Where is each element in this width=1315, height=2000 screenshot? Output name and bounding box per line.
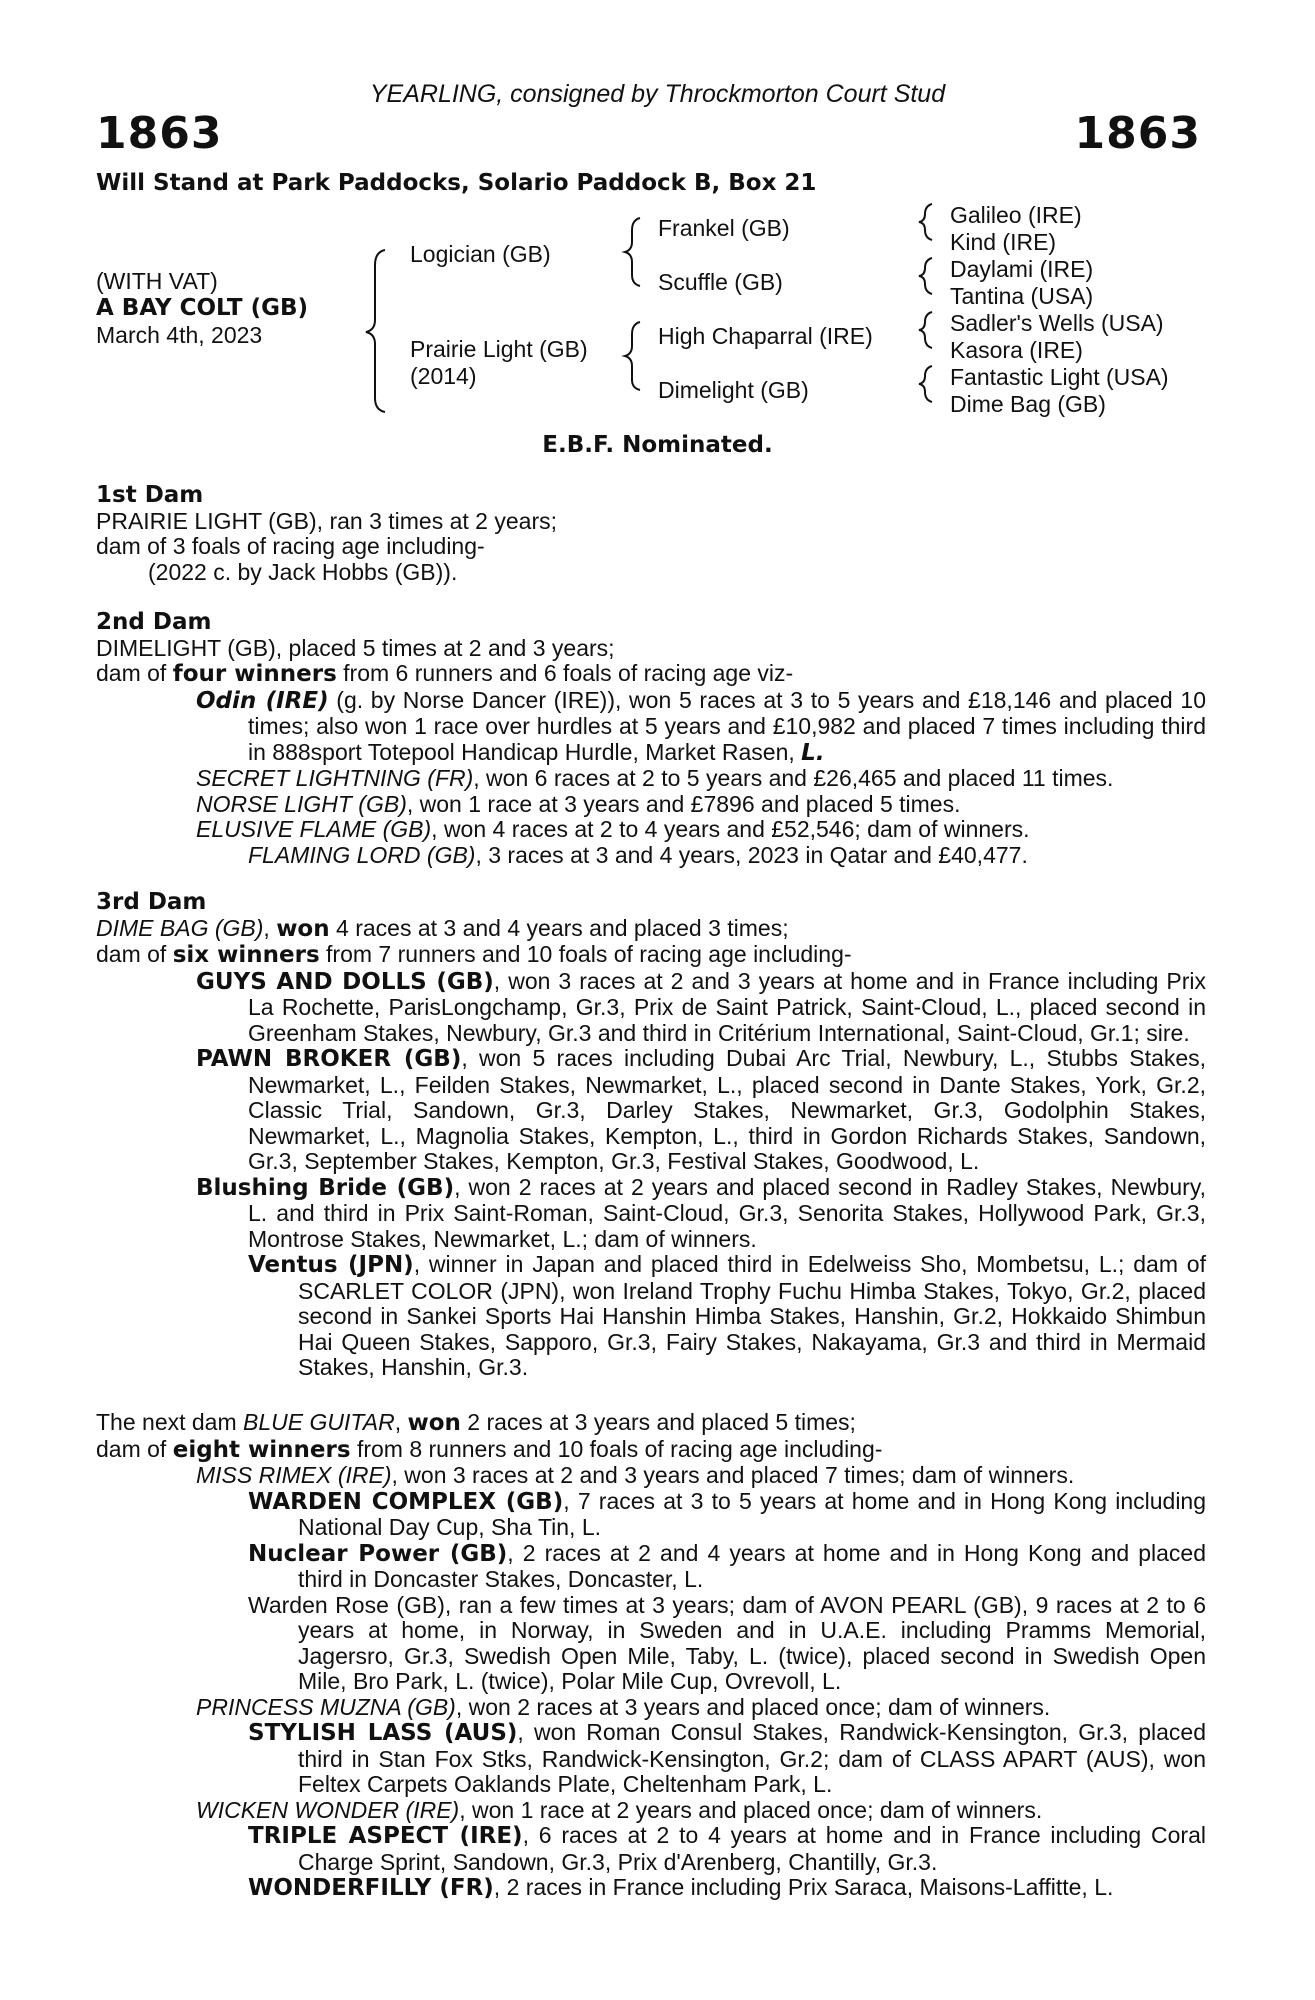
produce-name: Ventus (JPN) xyxy=(248,1252,414,1278)
third-dam-intro-1: DIME BAG (GB), won 4 races at 3 and 4 years and placed 3 times; xyxy=(96,914,789,942)
produce-princess-muzna xyxy=(96,1695,1206,1721)
produce-flaming-lord xyxy=(96,843,1206,869)
winners-count: six winners xyxy=(172,942,320,968)
produce-name: FLAMING LORD (GB) xyxy=(248,841,476,868)
produce-record: winner in Japan and placed third in Edelweiss Sho, Mombetsu, L.; dam of SCARLET COLOR (JPN), won Ireland Trophy Fuchu Himba Stakes, Tokyo, Gr.2, placed second in Sankei Sports Hai Hanshin Himba Stakes, Hanshin, Gr.2, Hokkaido Shimbun Hai Queen Stakes, Sapporo, Gr.3, Fairy Stakes, Nakayama, Gr.3 and third in Mermaid Stakes, Hanshin, Gr.3. xyxy=(298,1251,1206,1380)
produce-record: , won 6 races at 2 to 5 years and £26,465 and placed 11 times. xyxy=(473,765,1114,791)
text-run: from 6 runners and 6 foals of racing age viz- xyxy=(336,660,794,686)
pedigree-gen4-3: Daylami (IRE) xyxy=(950,256,1094,282)
text-run: dam of xyxy=(96,1435,173,1462)
winners-count: four winners xyxy=(172,661,337,687)
produce-triple-aspect: TRIPLE ASPECT (IRE), 6 races at 2 to 4 years at home and in France including Coral Charge Sprint, Sandown, Gr.3, Prix d'Arenberg, Chantilly, Gr.3. xyxy=(248,1822,1206,1875)
produce-name: WONDERFILLY (FR) xyxy=(248,1875,494,1901)
pedigree-gen4-2: Kind (IRE) xyxy=(950,229,1057,255)
text-run: from 8 runners and 10 foals of racing age including- xyxy=(350,1435,883,1462)
next-dam-section xyxy=(96,1410,1206,1902)
pedigree-gen4-1: Galileo (IRE) xyxy=(950,202,1082,228)
produce-record: , won 1 race at 2 years and placed once; dam of winners. xyxy=(459,1796,1043,1823)
produce-name: ELUSIVE FLAME (GB) xyxy=(196,816,432,842)
produce-record: 6 races at 2 to 4 years at home and in France including Coral Charge Sprint, Sandown, Gr.3, Prix d'Arenberg, Chantilly, Gr.3. xyxy=(298,1822,1206,1875)
pedigree-dam: Prairie Light (GB) xyxy=(410,336,588,362)
first-dam-line-1: PRAIRIE LIGHT (GB), ran 3 times at 2 years; xyxy=(96,507,557,534)
produce-blushing-bride: Blushing Bride (GB), won 2 races at 2 years and placed second in Radley Stakes, Newbury, L. and third in Prix Saint-Roman, Saint-Cloud, Gr.3, Senorita Stakes, Hollywood Park, Gr.3, Montrose Stakes, Newmarket, L.; dam of winners. xyxy=(196,1173,1207,1252)
produce-name: MISS RIMEX (IRE) xyxy=(196,1462,392,1488)
produce-ventus: Ventus (JPN), winner in Japan and placed third in Edelweiss Sho, Mombetsu, L.; dam of SCARLET COLOR (JPN), won Ireland Trophy Fuchu Himba Stakes, Tokyo, Gr.2, placed second in Sankei Sports Hai Hanshin Himba Stakes, Hanshin, Gr.2, Hokkaido Shimbun Hai Queen Stakes, Sapporo, Gr.3, Fairy Stakes, Nakayama, Gr.3 and third in Mermaid Stakes, Hanshin, Gr.3. xyxy=(248,1251,1206,1380)
horse-foaled: March 4th, 2023 xyxy=(96,322,263,348)
produce-secret-lightning xyxy=(96,766,1206,792)
ebf-nominated: E.B.F. Nominated. xyxy=(542,432,773,458)
produce-name: STYLISH LASS (AUS) xyxy=(248,1720,518,1746)
text-run: 2 races at 3 years and placed 5 times; xyxy=(460,1409,856,1435)
pedigree-sire-dam: Scuffle (GB) xyxy=(658,269,783,295)
pedigree-dam-dam: Dimelight (GB) xyxy=(658,377,809,403)
produce-name: NORSE LIGHT (GB) xyxy=(196,790,407,817)
produce-record: , won 4 races at 2 to 4 years and £52,546; dam of winners. xyxy=(431,816,1030,842)
produce-record: (g. by Norse Dancer (IRE)), won 5 races at 3 to 5 years and £18,146 and placed 10 times; also won 1 race over hurdles at 5 years and £10,982 and placed 7 times including third in 888sport Totepool Handicap Hurdle, Market Rasen, xyxy=(248,686,1206,765)
produce-norse-light xyxy=(96,792,1206,818)
produce-wonderfilly: WONDERFILLY (FR), 2 races in France including Prix Saraca, Maisons-Laffitte, L. xyxy=(248,1874,1114,1901)
produce-record: won 2 races at 2 years and placed second in Radley Stakes, Newbury, L. and third in Prix Saint-Roman, Saint-Cloud, Gr.3, Senorita Stakes, Hollywood Park, Gr.3, Montrose Stakes, Newmarket, L.; dam of winners. xyxy=(248,1173,1207,1252)
produce-record: , 3 races at 3 and 4 years, 2023 in Qatar and £40,477. xyxy=(475,841,1028,868)
produce-name: PAWN BROKER (GB) xyxy=(196,1046,462,1072)
horse-name: A BAY COLT (GB) xyxy=(96,295,309,321)
second-dam-intro-2 xyxy=(96,661,1206,688)
pedigree-dam-year: (2014) xyxy=(410,363,477,389)
third-dam-title: 3rd Dam xyxy=(96,889,207,915)
lot-number-right: 1863 xyxy=(1074,108,1201,159)
stand-location: Will Stand at Park Paddocks, Solario Paddock B, Box 21 xyxy=(96,170,817,196)
pedigree-gen4-7: Fantastic Light (USA) xyxy=(950,364,1169,390)
pedigree-gen4-5: Sadler's Wells (USA) xyxy=(950,310,1164,336)
pedigree-dam-sire: High Chaparral (IRE) xyxy=(658,323,873,349)
produce-record: , won 3 races at 2 and 3 years and placed 7 times; dam of winners. xyxy=(391,1462,1075,1488)
pedigree-sire: Logician (GB) xyxy=(410,241,551,267)
text-run: from 7 runners and 10 foals of racing age including- xyxy=(319,941,852,967)
produce-miss-rimex xyxy=(96,1463,1206,1489)
produce-name: Nuclear Power (GB) xyxy=(248,1540,508,1567)
next-dam-intro-1: The next dam BLUE GUITAR, won 2 races at 3 years and placed 5 times; xyxy=(96,1409,856,1436)
horse-vat: (WITH VAT) xyxy=(96,268,218,294)
listed-mark: L. xyxy=(801,739,825,766)
produce-record: 2 races in France including Prix Saraca, Maisons-Laffitte, L. xyxy=(506,1874,1114,1900)
first-dam-line-2: dam of 3 foals of racing age including- xyxy=(96,533,485,559)
produce-pawn-broker: PAWN BROKER (GB), won 5 races including Dubai Arc Trial, Newbury, L., Stubbs Stakes, Newmarket, L., Feilden Stakes, Newmarket, L., placed second in Dante Stakes, York, Gr.2, Classic Trial, Sandown, Gr.3, Darley Stakes, Newmarket, Gr.3, Godolphin Stakes, Newmarket, L., Magnolia Stakes, Kempton, L., third in Gordon Richards Stakes, Sandown, Gr.3, September Stakes, Kempton, Gr.3, Festival Stakes, Goodwood, L. xyxy=(196,1045,1207,1174)
produce-name: SECRET LIGHTNING (FR) xyxy=(196,765,474,791)
first-dam-section xyxy=(96,483,1206,585)
first-dam-line-3: (2022 c. by Jack Hobbs (GB)). xyxy=(148,558,458,585)
produce-nuclear-power: Nuclear Power (GB), 2 races at 2 and 4 years at home and in Hong Kong and placed third in Doncaster Stakes, Doncaster, L. xyxy=(248,1539,1207,1592)
third-dam-intro-2 xyxy=(96,942,1206,969)
first-dam-title: 1st Dam xyxy=(96,482,204,508)
pedigree-gen4-4: Tantina (USA) xyxy=(950,283,1094,309)
dam-name: BLUE GUITAR xyxy=(243,1409,395,1435)
second-dam-intro-1: DIMELIGHT (GB), placed 5 times at 2 and 3 years; xyxy=(96,634,615,661)
pedigree-braces xyxy=(0,0,1315,420)
third-dam-section xyxy=(96,890,1206,1381)
text-run: 4 races at 3 and 4 years and placed 3 times; xyxy=(329,914,789,941)
produce-record: , won 1 race at 3 years and £7896 and placed 5 times. xyxy=(406,790,961,817)
produce-elusive-flame xyxy=(96,817,1206,843)
next-dam-intro-2 xyxy=(96,1437,1206,1464)
pedigree-sire-sire: Frankel (GB) xyxy=(658,215,790,241)
produce-record: won Roman Consul Stakes, Randwick-Kensington, Gr.3, placed third in Stan Fox Stks, Randwick-Kensington, Gr.2; dam of CLASS APART (AUS), won Feltex Carpets Oaklands Plate, Cheltenham Park, L. xyxy=(298,1719,1206,1797)
pedigree-gen4-6: Kasora (IRE) xyxy=(950,337,1083,363)
second-dam-section xyxy=(96,610,1206,868)
text-run: dam of xyxy=(96,660,173,686)
produce-name: WARDEN COMPLEX (GB) xyxy=(248,1488,564,1515)
produce-warden-rose: Warden Rose (GB), ran a few times at 3 years; dam of AVON PEARL (GB), 9 races at 2 to 6 years at home, in Norway, in Sweden and in U.A.E. including Pramms Memorial, Jagersro, Gr.3, Swedish Open Mile, Taby, L. (twice), placed second in Swedish Open Mile, Bro Park, L. (twice), Polar Mile Cup, Ovrevoll, L. xyxy=(248,1591,1206,1694)
pedigree-gen4-8: Dime Bag (GB) xyxy=(950,391,1106,417)
text-run: dam of xyxy=(96,941,173,967)
produce-wicken-wonder xyxy=(96,1798,1206,1824)
produce-name: Blushing Bride (GB) xyxy=(196,1174,455,1201)
produce-record: 7 races at 3 to 5 years at home and in Hong Kong including National Day Cup, Sha Tin, L. xyxy=(298,1487,1207,1540)
text-run: The next dam xyxy=(96,1409,244,1435)
produce-record: , won 2 races at 3 years and placed once; dam of winners. xyxy=(455,1693,1051,1720)
produce-warden-complex: WARDEN COMPLEX (GB), 7 races at 3 to 5 years at home and in Hong Kong including National Day Cup, Sha Tin, L. xyxy=(248,1487,1207,1540)
produce-record: won 3 races at 2 and 3 years at home and in France including Prix La Rochette, ParisLongchamp, Gr.3, Prix de Saint Patrick, Saint-Cloud, L., placed second in Greenham Stakes, Newbury, Gr.3 and third in Critérium International, Saint-Cloud, Gr.1; sire. xyxy=(248,967,1207,1046)
second-dam-title: 2nd Dam xyxy=(96,609,212,635)
winners-count: eight winners xyxy=(172,1436,351,1463)
produce-name: PRINCESS MUZNA (GB) xyxy=(196,1693,456,1720)
produce-name: WICKEN WONDER (IRE) xyxy=(196,1796,460,1823)
lot-number-left: 1863 xyxy=(96,108,223,159)
produce-odin xyxy=(96,688,1206,767)
produce-record: 2 races at 2 and 4 years at home and in Hong Kong and placed third in Doncaster Stakes, Doncaster, L. xyxy=(298,1539,1207,1592)
consignment-line: YEARLING, consigned by Throckmorton Court Stud xyxy=(369,80,946,108)
produce-stylish-lass: STYLISH LASS (AUS), won Roman Consul Stakes, Randwick-Kensington, Gr.3, placed third in Stan Fox Stks, Randwick-Kensington, Gr.2; dam of CLASS APART (AUS), won Feltex Carpets Oaklands Plate, Cheltenham Park, L. xyxy=(248,1719,1206,1797)
won-word: won xyxy=(276,915,330,942)
produce-guys-and-dolls: GUYS AND DOLLS (GB), won 3 races at 2 and 3 years at home and in France including Prix La Rochette, ParisLongchamp, Gr.3, Prix de Saint Patrick, Saint-Cloud, L., placed second in Greenham Stakes, Newbury, Gr.3 and third in Critérium International, Saint-Cloud, Gr.1; sire. xyxy=(196,967,1207,1046)
produce-record: won 5 races including Dubai Arc Trial, Newbury, L., Stubbs Stakes, Newmarket, L., Feilden Stakes, Newmarket, L., placed second in Dante Stakes, York, Gr.2, Classic Trial, Sandown, Gr.3, Darley Stakes, Newmarket, Gr.3, Godolphin Stakes, Newmarket, L., Magnolia Stakes, Kempton, L., third in Gordon Richards Stakes, Sandown, Gr.3, September Stakes, Kempton, Gr.3, Festival Stakes, Goodwood, L. xyxy=(248,1045,1207,1174)
produce-name: TRIPLE ASPECT (IRE) xyxy=(248,1823,523,1849)
produce-name: Odin (IRE) xyxy=(196,687,329,714)
produce-name: GUYS AND DOLLS (GB) xyxy=(196,968,494,995)
won-word: won xyxy=(407,1410,461,1436)
dam-name: DIME BAG (GB) xyxy=(96,914,264,941)
